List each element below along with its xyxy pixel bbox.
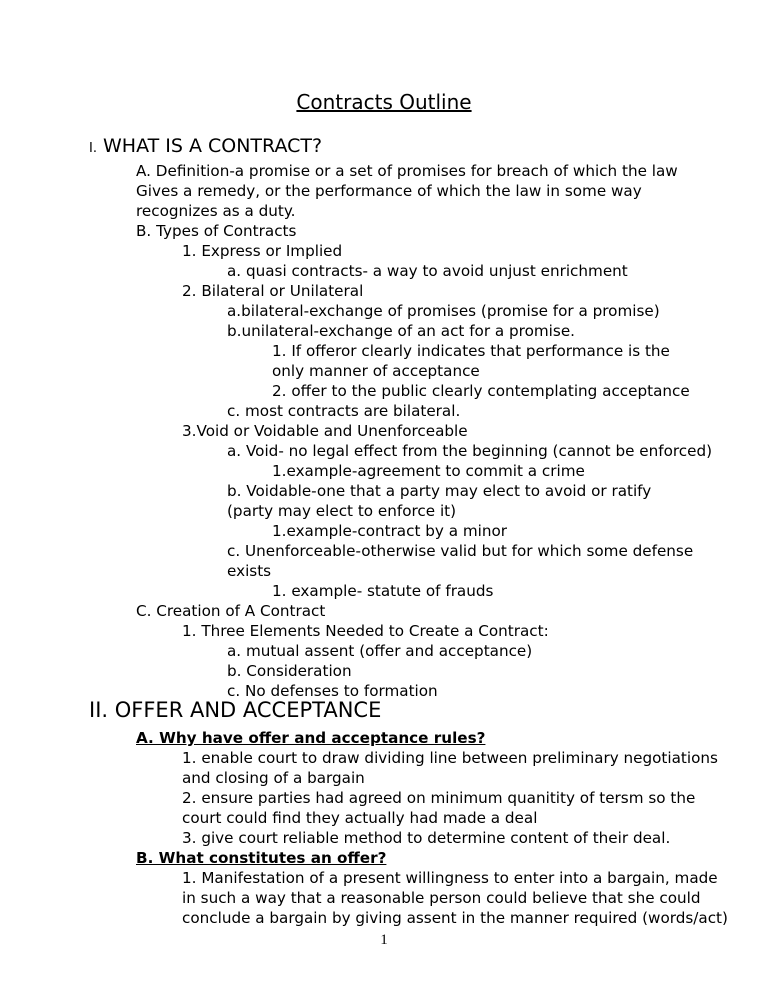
text-line: 2. offer to the public clearly contemplating acceptance <box>272 382 690 400</box>
text-line: 1. Express or Implied <box>182 242 343 260</box>
text-line: 1. Three Elements Needed to Create a Contract: <box>182 622 549 640</box>
text-line: and closing of a bargain <box>182 769 365 787</box>
page-number: 1 <box>380 932 388 948</box>
text-line: a. quasi contracts- a way to avoid unjust enrichment <box>227 262 628 280</box>
text-line: A. Definition-a promise or a set of promises for breach of which the law <box>136 162 678 180</box>
text-line: a. mutual assent (offer and acceptance) <box>227 642 533 660</box>
text-line: in such a way that a reasonable person could believe that she could <box>182 889 701 907</box>
text-line: 3. give court reliable method to determine content of their deal. <box>182 829 671 847</box>
text-line: 1. enable court to draw dividing line between preliminary negotiations <box>182 749 718 767</box>
text-line: B. Types of Contracts <box>136 222 297 240</box>
document-title: Contracts Outline <box>296 90 472 114</box>
text-line: a. Void- no legal effect from the beginning (cannot be enforced) <box>227 442 713 460</box>
text-line: c. Unenforceable-otherwise valid but for which some defense <box>227 542 694 560</box>
section-heading-2: II. OFFER AND ACCEPTANCE <box>89 698 382 722</box>
text-line: b.unilateral-exchange of an act for a promise. <box>227 322 575 340</box>
subheading: A. Why have offer and acceptance rules? <box>136 729 486 747</box>
text-line: 1.example-agreement to commit a crime <box>272 462 585 480</box>
text-line: a.bilateral-exchange of promises (promise for a promise) <box>227 302 660 320</box>
text-line: recognizes as a duty. <box>136 202 296 220</box>
section-title: WHAT IS A CONTRACT? <box>103 135 323 157</box>
text-line: 1.example-contract by a minor <box>272 522 508 540</box>
text-line: c. No defenses to formation <box>227 682 438 700</box>
text-line: b. Voidable-one that a party may elect to avoid or ratify <box>227 482 652 500</box>
text-line: 3.Void or Voidable and Unenforceable <box>182 422 468 440</box>
text-line: exists <box>227 562 272 580</box>
text-line: 2. Bilateral or Unilateral <box>182 282 364 300</box>
text-line: Gives a remedy, or the performance of which the law in some way <box>136 182 642 200</box>
text-line: b. Consideration <box>227 662 352 680</box>
text-line: 2. ensure parties had agreed on minimum quanitity of tersm so the <box>182 789 696 807</box>
subheading: B. What constitutes an offer? <box>136 849 387 867</box>
text-line: only manner of acceptance <box>272 362 480 380</box>
text-line: 1. example- statute of frauds <box>272 582 494 600</box>
section-number: I. <box>89 141 97 156</box>
text-line: 1. If offeror clearly indicates that performance is the <box>272 342 670 360</box>
text-line: court could find they actually had made a deal <box>182 809 538 827</box>
text-line: conclude a bargain by giving assent in the manner required (words/act) <box>182 909 728 927</box>
text-line: 1. Manifestation of a present willingness to enter into a bargain, made <box>182 869 718 887</box>
text-line: C. Creation of A Contract <box>136 602 326 620</box>
section-heading-1 <box>89 136 322 159</box>
text-line: (party may elect to enforce it) <box>227 502 457 520</box>
text-line: c. most contracts are bilateral. <box>227 402 461 420</box>
